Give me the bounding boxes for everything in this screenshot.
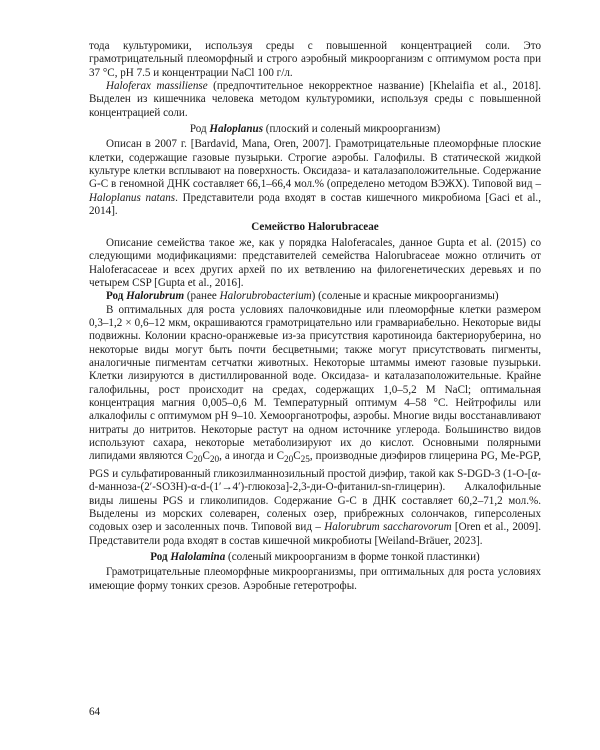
paragraph-text: Описан в 2007 г. [Bardavid, Mana, Oren, 2007]. Грамотрицательные плеоморфные плоские клетки, содержащие газовые пузырьки. Строгие аэробы. Галофилы. В статической жидкой культуре клетки всплывают на поверхность. Оксидаза- и каталазаположительные. Содержание G-C в геномной ДНК составляет 66,1–66,4 мол.% (определено методом ВЭЖХ). Типовой вид – — [89, 138, 541, 191]
paragraph-text: (предпочтительное некорректное название) [Khelaifia et al., 2018]. Выделен из кишечника человека методом культуромики, используя среды с повышенной концентрацией соли. — [89, 80, 541, 119]
paragraph-text: , производные диэфиров глицерина PG, Me-PGP, PGS и сульфатированный гликозилманнозильный простой диэфир, такой как S-DGD-3 (1-O-[α-d-маннозa-(2′-SO3H)-α-d-(1′→4′)-глюкоза]-2,3-ди-O-фитанил-sn-глицерин). Алкалофильные виды лишены PGS и гликолипидов. Содержание G-C в ДНК составляет 60,2–71,2 мол.%. Выделены из морских солеварен, соленых озер, прибрежных солончаков, гиперсоленых содовых озер и засоленных почв. Типовой вид – — [89, 450, 541, 534]
genus-heading — [89, 290, 541, 303]
species-name: Haloplanus natans — [89, 191, 176, 204]
paragraph — [89, 138, 541, 218]
paragraph — [89, 80, 541, 120]
paragraph — [89, 40, 541, 80]
paragraph-text: [Oren et al., 2009]. Представители рода входят в состав кишечной микробиоты [Weiland-Bräuer, 2023]. — [89, 521, 541, 547]
heading-text: ) (соленые и красные микроорганизмы) — [311, 290, 499, 303]
page-number: 64 — [89, 706, 101, 718]
genus-heading — [89, 551, 541, 564]
heading-text: Род — [106, 290, 127, 303]
paragraph-text: В оптимальных для роста условиях палочковидные или плеоморфные клетки размером 0,3–1,2 × 0,6–12 мкм, окрашиваются грамотрицательно или грамвариабельно. Некоторые виды подвижны. Колонии красно-оранжевые из-за присутствия каротиноида бактериоруберина, но некоторые виды могут быть почти бесцветными; также могут присутствовать пигменты, аналогичные пигментам сетчатки животных. Некоторые штаммы имеют газовые пузырьки. Клетки лизируются в дистиллированной воде. Оксидаза- и каталазаположительные. Крайне галофильны, рост происходит на средах, содержащих 1,0–5,2 M NaCl; оптимальная концентрация магния 0,005–0,6 M. Температурный оптимум 4–58 °C. Нейтрофилы или алкалофилы с оптимумом pH 9–10. Хемоорганотрофы, аэробы. Многие виды восстанавливают нитраты до нитритов. Некоторые растут на одном источнике углерода. Большинство видов используют сахара, некоторые метаболизируют их до кислот. Основными полярными липидами являются C — [89, 303, 541, 463]
species-name: Halorubrum saccharovorum — [324, 521, 452, 534]
species-name: Haloferax massiliense — [106, 80, 208, 93]
paragraph-text: C — [293, 450, 301, 463]
family-heading: Семейство Halorubraceae — [251, 221, 379, 234]
genus-name: Halolamina — [170, 550, 226, 563]
heading-text: Род — [189, 123, 210, 136]
heading-text: (соленый микроорганизм в форме тонкой пластинки) — [225, 550, 480, 563]
genus-heading — [89, 123, 541, 136]
genus-name: Halorubrum — [126, 290, 185, 303]
paragraph-text: . Представители рода входят в состав кишечного микробиома [Gaci et al., 2014]. — [89, 191, 541, 218]
heading-text: Род — [150, 550, 171, 563]
genus-name: Halorubrobacterium — [219, 290, 312, 303]
genus-name: Haloplanus — [209, 123, 264, 136]
paragraph-text: Описание семейства такое же, как у порядка Haloferacales, данное Gupta et al. (2015) со следующими модификациями: представителей семейства Halorubraceae можно отличить от Haloferacaceae и всех других архей по их ветвлению на филогенетических деревьях и по четырем CSP [Gupta et al., 2016]. — [89, 236, 541, 289]
paragraph — [89, 566, 541, 593]
paragraph-text: Грамотрицательные плеоморфные микроорганизмы, при оптимальных для роста условиях имеющие форму тонких срезов. Аэробные гетеротрофы. — [89, 566, 541, 592]
heading-text: (плоский и соленый микроорганизм) — [263, 123, 441, 136]
subscript: 25 — [300, 455, 310, 466]
subscript: 20 — [209, 455, 220, 466]
paragraph-text: C — [202, 450, 210, 463]
subscript: 20 — [284, 455, 294, 466]
paragraph-text: , а иногда и C — [219, 450, 285, 463]
paragraph-text: тода культуромики, используя среды с повышенной концентрацией соли. Это грамотрицательный плеоморфный и строго аэробный микроорганизм с оптимумом роста при 37 °C, pH 7.5 и концентрации NaCl 100 г/л. — [89, 40, 541, 79]
paragraph — [89, 237, 541, 290]
heading-text: (ранее — [184, 290, 220, 303]
subscript: 20 — [193, 455, 203, 466]
page-body — [89, 40, 541, 593]
paragraph — [89, 304, 541, 548]
